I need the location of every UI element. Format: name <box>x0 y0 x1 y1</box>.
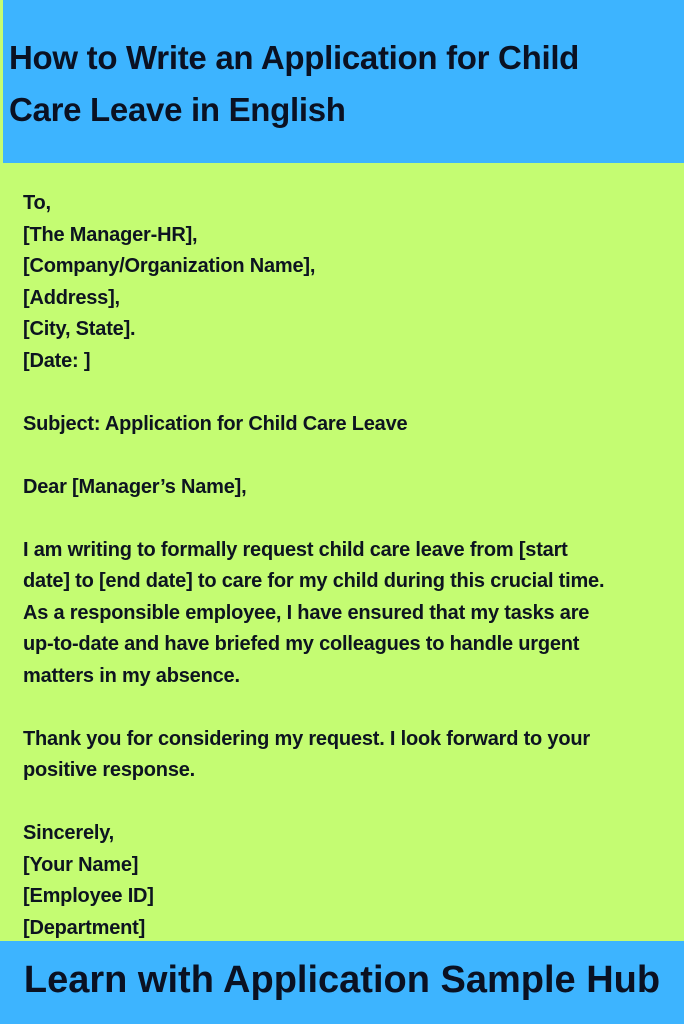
paragraph-line: matters in my absence. <box>23 664 240 687</box>
letter-body <box>23 188 663 944</box>
closing-line: [Department] <box>23 916 146 939</box>
paragraph-line: As a responsible employee, I have ensured that my tasks are <box>23 601 590 624</box>
body-paragraph-1 <box>23 535 663 693</box>
footer-text: Learn with Application Sample Hub <box>23 959 661 1001</box>
address-line: [Date: ] <box>23 349 91 372</box>
spacer <box>23 377 663 409</box>
spacer <box>23 787 663 819</box>
address-line: [Company/Organization Name], <box>23 255 316 277</box>
paragraph-line: date] to [end date] to care for my child during this crucial time. <box>23 570 605 592</box>
paragraph-line: I am writing to formally request child care leave from [start <box>23 538 568 561</box>
spacer <box>23 692 663 724</box>
address-line: [The Manager-HR], <box>23 223 198 246</box>
paragraph-line: positive response. <box>23 759 196 781</box>
salutation: Dear [Manager’s Name], <box>23 475 247 498</box>
closing-line: Sincerely, <box>23 822 115 844</box>
paragraph-line: Thank you for considering my request. I look forward to your <box>23 727 590 750</box>
closing-line: [Your Name] <box>23 853 139 876</box>
address-line: To, <box>23 192 51 214</box>
title-line-1: How to Write an Application for Child <box>9 39 580 76</box>
address-line: [Address], <box>23 286 120 309</box>
subject-line: Subject: Application for Child Care Leave <box>23 412 408 435</box>
paragraph-line: up-to-date and have briefed my colleagues to handle urgent <box>23 633 580 655</box>
closing-line: [Employee ID] <box>23 885 154 907</box>
footer-banner <box>0 941 684 1024</box>
spacer <box>23 440 663 472</box>
signature-block <box>23 818 663 944</box>
recipient-address <box>23 188 663 377</box>
spacer <box>23 503 663 535</box>
title-line-2: Care Leave in English <box>9 91 346 128</box>
address-line: [City, State]. <box>23 318 136 340</box>
header-banner <box>3 0 684 163</box>
body-paragraph-2 <box>23 724 663 787</box>
page-title <box>9 32 684 136</box>
